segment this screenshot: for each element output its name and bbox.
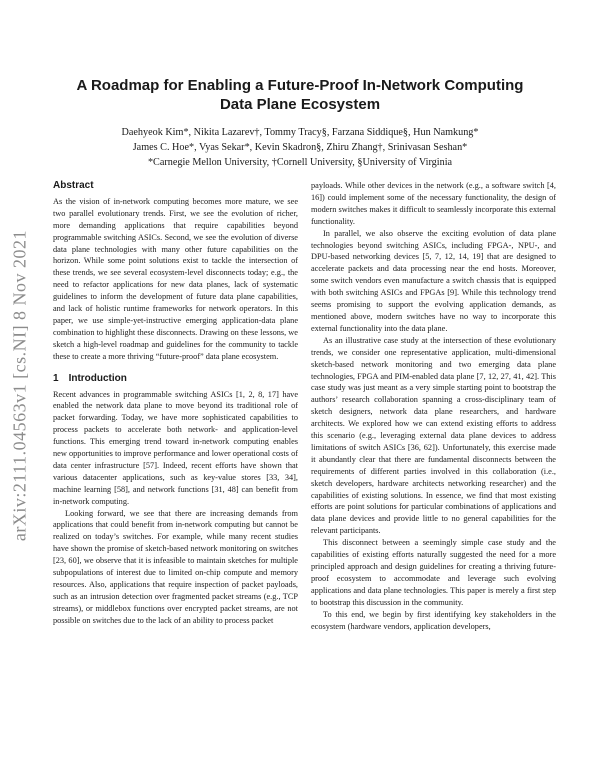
abstract-heading: Abstract xyxy=(53,180,94,191)
introduction-heading xyxy=(53,373,298,385)
authors-line-2: James C. Hoe*, Vyas Sekar*, Kevin Skadron§, Zhiru Zhang†, Srinivasan Seshan* xyxy=(132,142,468,153)
author-block xyxy=(60,125,540,170)
right-paragraph-5: To this end, we begin by first identifying key stakeholders in the ecosystem (hardware vendors, application developers, xyxy=(311,609,556,631)
arxiv-identifier: arXiv:2111.04563v1 [cs.NI] 8 Nov 2021 xyxy=(9,229,30,542)
right-paragraph-2: In parallel, we also observe the exciting evolution of data plane technologies beyond switching ASICs, including FPGA-, NPU-, and DPU-based networking devices [5, 7, 12, 14, 19] that are designed to accelerate packets and data processing near the end hosts. Moreover, some switch vendors even manufacture a switch chassis that is equipped with both switching ASICs and FPGAs [9]. While this technology trend seems promising to support the evolving application demands, as mentioned above, modern switches have no way to incorporate this external functionality into the data plane. xyxy=(311,228,556,333)
section-spacer xyxy=(53,363,298,373)
paper-title xyxy=(60,76,540,114)
section-title: Introduction xyxy=(68,372,127,384)
section-number: 1 xyxy=(53,372,59,384)
right-paragraph-3: As an illustrative case study at the intersection of these evolutionary trends, we consider one representative application, multi-dimensional sketch-based network monitoring and two emerging data plane technologies, FPGA and PIM-enabled data plane [7, 12, 27, 41, 42]. This case study was just meant as a very simple starting point to bootstrap the authors’ research collaboration spanning a cross-disciplinary team of sketch designers, network data plane researchers, and hardware architects. We explored how we can extend existing efforts to address this scenario (e.g., leveraging external data plane devices to address limitations of switch ASICs [36, 62]). Unfortunately, this exercise made it abundantly clear that there are fundamental disconnects between the requirements of different parties involved in this collaboration (i.e., sketch developers, hardware architects networking researcher) and the capabilities of existing solutions. In essence, we find that most existing efforts are point solutions for particular combinations of applications and data plane devices and provide little to no general capabilities for the relevant participants. xyxy=(311,335,556,536)
title-line-2: Data Plane Ecosystem xyxy=(219,96,381,113)
intro-paragraph-2: Looking forward, we see that there are increasing demands from applications that could benefit from in-network computing but cannot be realized on today’s switches. For example, while many recent studies have shown the promise of sketch-based network monitoring on switches [23, 60], we observe that it is infeasible to maintain sketches for multiple subpopulations of interest due to limited on-chip compute and memory resources. Also, applications that require inspection of packet payloads, such as an intrusion detection over fragmented packet streams (e.g., TCP streams), or middlebox functions over encrypted packet streams, are not possible on switches due to the lack of an ability to process packet xyxy=(53,508,298,625)
left-column xyxy=(53,180,298,627)
arxiv-stamp xyxy=(2,190,38,570)
authors-line-1: Daehyeok Kim*, Nikita Lazarev†, Tommy Tracy§, Farzana Siddique§, Hun Namkung* xyxy=(121,127,479,138)
intro-paragraph-1: Recent advances in programmable switching ASICs [1, 2, 8, 17] have enabled the network data plane to move beyond its traditional role of packet forwarding. Today, we have more sophisticated capabilities to process packets to accelerate both network- and application-level functions. This emerging trend toward in-network computing enables new opportunities to improve performance and lower operational costs of data center infrastructure [57]. Indeed, recent efforts have shown that various datacenter applications, such as key-value stores [33, 34], machine learning [58], and network functions [31, 48] can benefit from in-network computing. xyxy=(53,389,298,506)
abstract-text: As the vision of in-network computing becomes more mature, we see two parallel evolutionary trends. First, we see the evolution of richer, more demanding applications that require capabilities beyond programmable switching ASICs. Second, we see the evolution of diverse data plane technologies with many other future capabilities on the horizon. While some point solutions exist to tackle the intersection of these trends, we see several ecosystem-level disconnects today; e.g., the need to refactor applications for new data planes, lack of systematic guidelines to inform the development of future data plane capabilities, and lack of holistic runtime frameworks for network operators. In this paper, we use simple-yet-instructive emerging application-data plane combination to highlight these disconnects. Drawing on these lessons, we sketch a high-level roadmap and guidelines for the community to tackle these to create a more thriving “future-proof” data plane ecosystem. xyxy=(53,196,298,361)
right-paragraph-4: This disconnect between a seemingly simple case study and the capabilities of existing efforts naturally suggested the need for a more principled approach and design guidelines for creating a thriving future-proof ecosystem to accommodate and leverage such evolving applications and data plane technologies. This paper is merely a first step to bootstrap this discussion in the community. xyxy=(311,538,556,607)
title-line-1: A Roadmap for Enabling a Future-Proof In-Network Computing xyxy=(76,77,524,94)
affiliations: *Carnegie Mellon University, †Cornell University, §University of Virginia xyxy=(147,157,453,168)
right-paragraph-1: payloads. While other devices in the network (e.g., a software switch [4, 16]) could implement some of the necessary functionality, the design of modern switches makes it difficult to seamlessly incorporate this external functionality. xyxy=(311,181,556,226)
right-column xyxy=(311,180,556,632)
